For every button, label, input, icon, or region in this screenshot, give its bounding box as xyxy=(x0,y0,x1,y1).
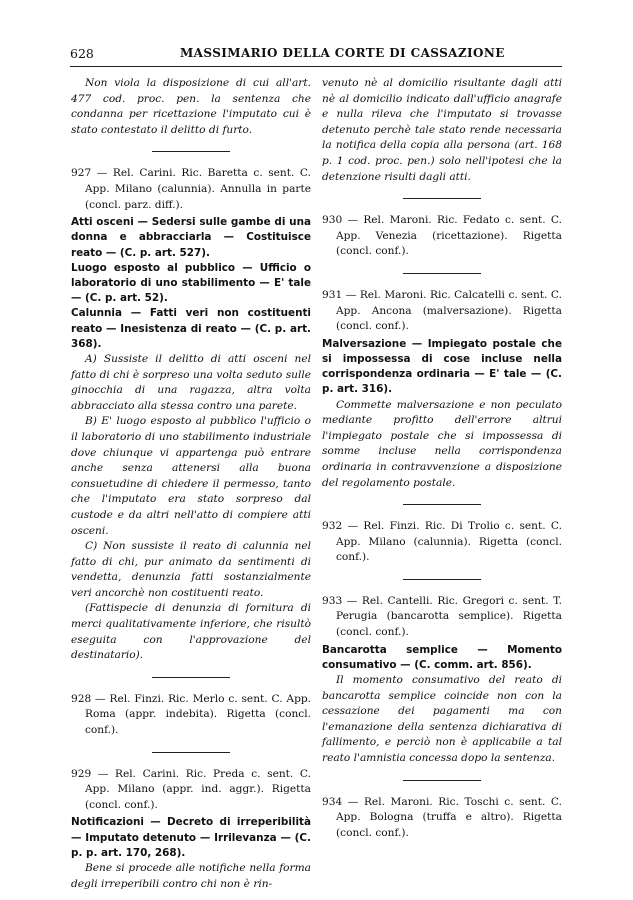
maxim-continuation: venuto nè al domicilio risultante dagli atti nè al domicilio indicato dall'ufficio anagrafe e nulla rileva che l'imputato si trovasse detenuto perchè tale stato rende necessaria la notifica della copia alla persona (art. 168 p. 1 cod. proc. pen.) solo nell'ipotesi che la detenzione risulti dagli atti. xyxy=(322,77,562,183)
subject-text: Atti osceni — Sedersi sulle gambe di una donna e abbracciarla — Costituisce reato — xyxy=(71,216,311,259)
maxim-text: Commette malversazione e non peculato mediante profitto dell'errore altrui l'impiegato postale che si impossessa di somme incluse nella corrispondenza ordinaria in contravvenzione a disposizione del regolamento postale. xyxy=(322,398,562,489)
entry-933-subject-1 xyxy=(322,643,562,673)
entry-929-heading: 929 — Rel. Carini. Ric. Preda c. sent. C. App. Milano (appr. ind. aggr.). Rigetta (concl. conf.). xyxy=(71,767,311,811)
entry-928-heading: 928 — Rel. Finzi. Ric. Merlo c. sent. C. App. Roma (appr. indebita). Rigetta (concl. conf.). xyxy=(71,692,311,737)
entry-929-subject-1 xyxy=(71,815,311,861)
maxim-note: (Fattispecie di denunzia di fornitura di merci qualitativamente inferiore, che risultò eseguita con l'approvazione del destinatario). xyxy=(71,602,311,662)
separator-rule xyxy=(152,752,230,753)
subject-text: Notificazioni — Decreto di irreperibilità — Imputato detenuto — Irrilevanza — xyxy=(71,816,311,844)
entry-931-heading: 931 — Rel. Maroni. Ric. Calcatelli c. sent. C. App. Ancona (malversazione). Rigetta (concl. conf.). xyxy=(322,288,562,333)
citation: (C. p. art. 316). xyxy=(322,368,563,396)
separator-rule xyxy=(403,504,481,505)
page-number: 628 xyxy=(70,46,94,61)
citation: (C. p. art. 368). xyxy=(71,322,311,350)
separator-rule xyxy=(403,780,481,781)
entry-931-subject-1 xyxy=(322,337,562,398)
citation: (C. p. art. 527). xyxy=(119,246,210,259)
header-rule xyxy=(70,66,562,67)
maxim-c: C) Non sussiste il reato di calunnia nel fatto di chi, pur animato da sentimenti di vendetta, denunzia fatti sostanzialmente veri ancorchè non costituenti reato. xyxy=(71,540,311,599)
subject-text: Luogo esposto al pubblico — Ufficio o laboratorio di uno stabilimento — E' tale — xyxy=(71,261,311,305)
citation: (C. comm. art. 856). xyxy=(414,658,532,671)
separator-rule xyxy=(403,579,481,580)
right-column xyxy=(322,76,562,841)
subject-text: Calunnia — Fatti veri non costituenti reato — Inesistenza di reato — xyxy=(71,307,311,335)
maxim-b: B) E' luogo esposto al pubblico l'ufficio o il laboratorio di uno stabilimento industriale dove chiunque vi appartenga può entrare anche senza attenersi alla buona consuetudine di chiedere il permesso, tanto che l'imputato era stato sorpreso dal custode e da altri nell'atto di compiere atti osceni. xyxy=(71,415,311,537)
entry-927-heading: 927 — Rel. Carini. Ric. Baretta c. sent. C. App. Milano (calunnia). Annulla in parte (concl. parz. diff.). xyxy=(71,167,311,211)
separator-rule xyxy=(152,151,230,152)
separator-rule xyxy=(403,273,481,274)
entry-927-subject-3 xyxy=(71,306,311,352)
entry-934-heading: 934 — Rel. Maroni. Ric. Toschi c. sent. C. App. Bologna (truffa e altro). Rigetta (concl. conf.). xyxy=(322,795,562,839)
subject-text: Malversazione — Impiegato postale che si impossessa di cose incluse nella corrispondenza ordinaria — E' tale — xyxy=(322,337,562,381)
entry-933-heading: 933 — Rel. Cantelli. Ric. Gregori c. sent. T. Perugia (bancarotta semplice). Rigetta (concl. conf.). xyxy=(322,594,562,639)
running-head: MASSIMARIO DELLA CORTE DI CASSAZIONE xyxy=(180,46,505,60)
maxim-text: Bene si procede alle notifiche nella forma degli irreperibili contro chi non è rin- xyxy=(71,862,311,890)
left-column xyxy=(71,76,311,892)
separator-rule xyxy=(152,677,230,678)
subject-text: Bancarotta semplice — Momento consumativo — xyxy=(322,643,562,671)
maxim-text: Il momento consumativo del reato di bancarotta semplice coincide non con la cessazione dei pagamenti ma con l'emanazione della sentenza dichiarativa di fallimento, e perciò non è applicabile a tal reato l'amnistia concessa dopo la sentenza. xyxy=(322,674,562,765)
citation: (C. p. art. 52). xyxy=(85,292,168,305)
maxim-a: A) Sussiste il delitto di atti osceni nel fatto di chi è sorpreso una volta seduto sulle ginocchia di una ragazza, altra volta abbracciato alla stessa contro una parete. xyxy=(71,352,311,412)
maxim-text: Non viola la disposizione di cui all'art. 477 cod. proc. pen. la sentenza che condanna per ricettazione l'imputato cui è stato contestato il delitto di furto. xyxy=(71,77,311,136)
entry-927-subject-2 xyxy=(71,261,311,307)
separator-rule xyxy=(403,198,481,199)
entry-930-heading: 930 — Rel. Maroni. Ric. Fedato c. sent. C. App. Venezia (ricettazione). Rigetta (concl. conf.). xyxy=(322,214,562,258)
entry-932-heading: 932 — Rel. Finzi. Ric. Di Trolio c. sent. C. App. Milano (calunnia). Rigetta (concl. conf.). xyxy=(322,520,562,564)
citation: (C. p. p. art. 170, 268). xyxy=(71,831,311,859)
entry-927-subject-1 xyxy=(71,215,311,261)
